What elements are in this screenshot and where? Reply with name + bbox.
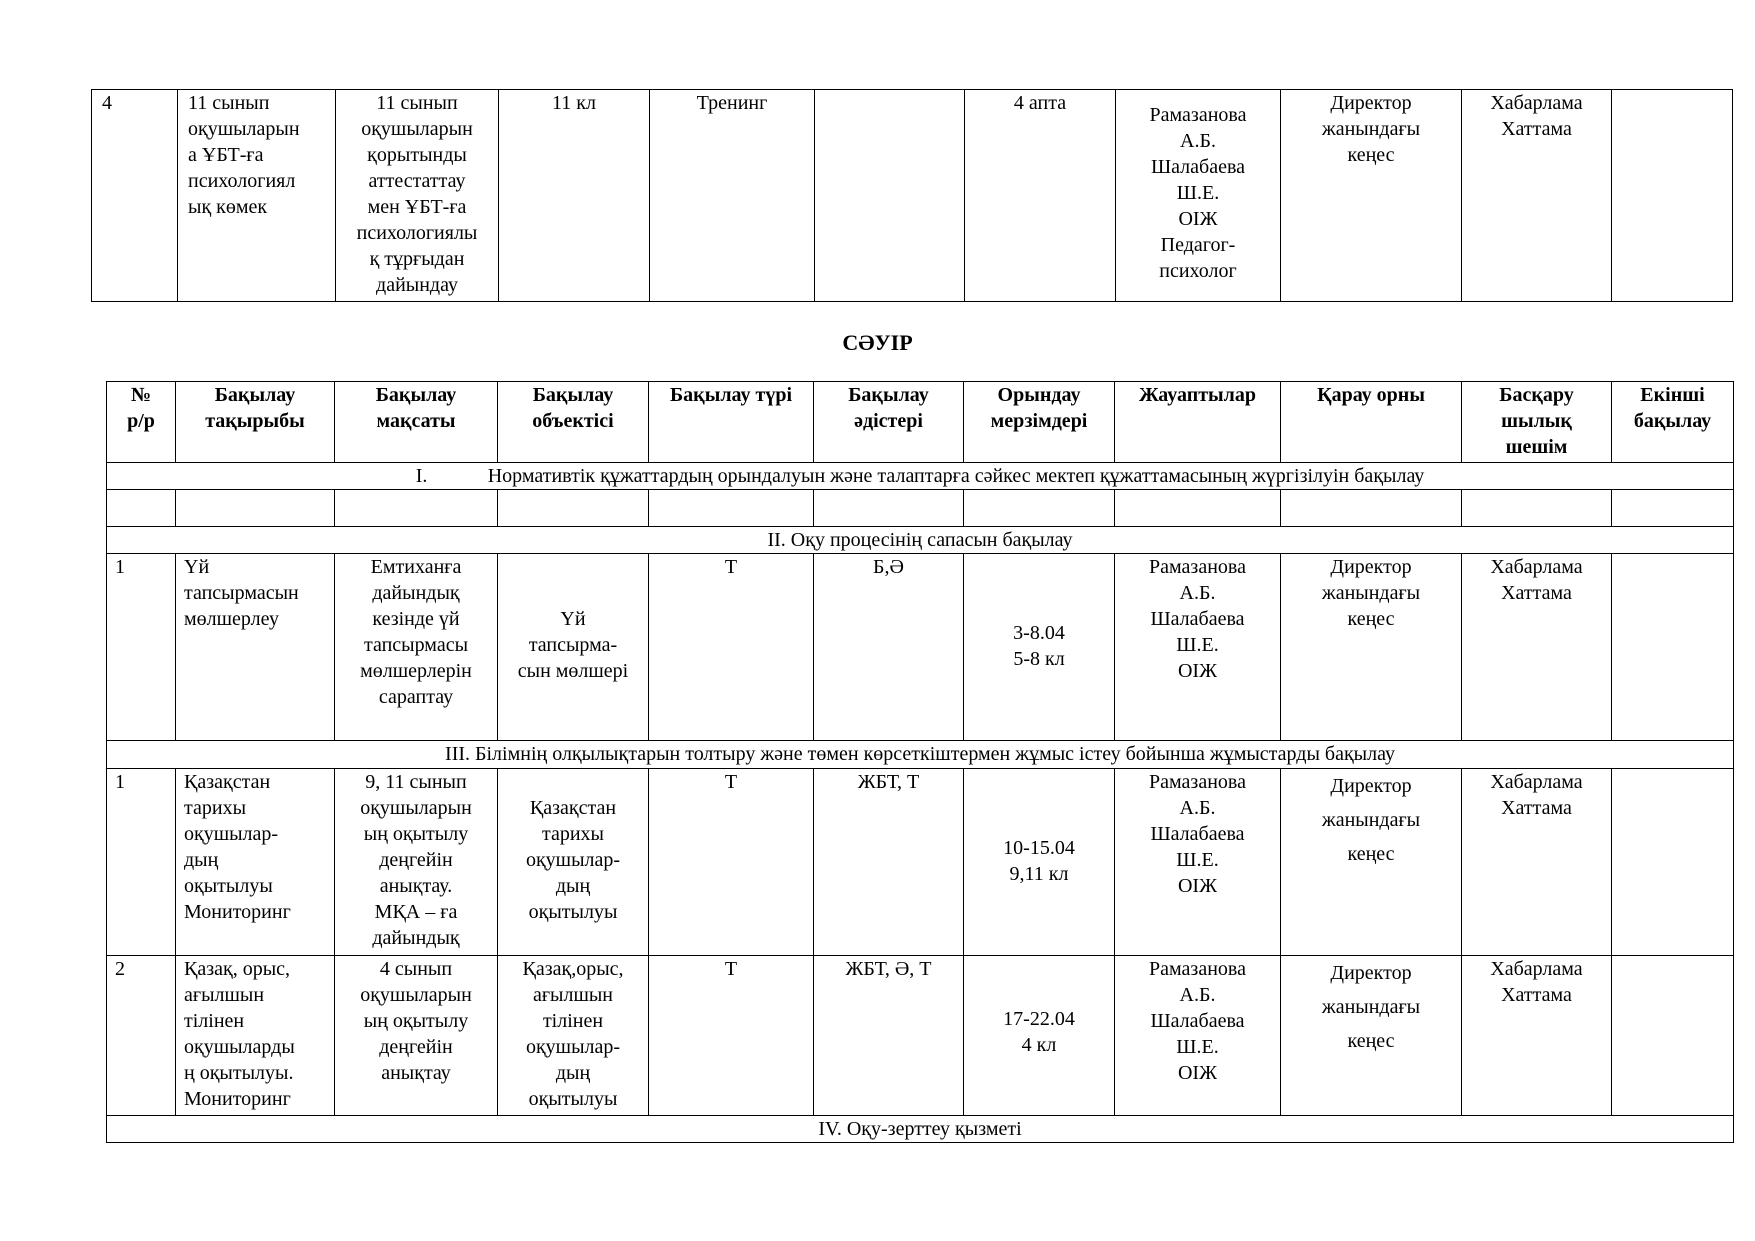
header-goal bbox=[335, 382, 498, 463]
text-line: Директор bbox=[1330, 962, 1412, 984]
text-line: Рамазанова bbox=[1149, 104, 1247, 126]
text-line: Рамазанова bbox=[1149, 958, 1246, 980]
second-control bbox=[1612, 90, 1733, 302]
empty-cell bbox=[176, 490, 335, 527]
review-place bbox=[1281, 769, 1462, 956]
text-line: оқытылуы bbox=[528, 901, 618, 923]
empty-cell bbox=[1115, 490, 1281, 527]
deadline bbox=[964, 956, 1115, 1116]
section-row bbox=[107, 527, 1734, 554]
text-line: психологиялы bbox=[356, 222, 478, 244]
text-line: аттестаттау bbox=[368, 170, 466, 192]
text-line: Мониторинг bbox=[184, 901, 291, 923]
text-line: Басқару bbox=[1499, 384, 1574, 406]
header-decision bbox=[1462, 382, 1612, 463]
text-line: Директор bbox=[1330, 556, 1412, 578]
text-line: № bbox=[130, 384, 152, 406]
review-place bbox=[1281, 956, 1462, 1116]
empty-row bbox=[107, 490, 1734, 527]
text-line: Рамазанова bbox=[1149, 771, 1246, 793]
row-number: 1 bbox=[107, 554, 176, 741]
text-line: р/р bbox=[127, 410, 155, 432]
control-goal bbox=[335, 769, 498, 956]
text-line: оқытылуы bbox=[528, 1088, 618, 1110]
text-line: Қазақ, орыс, bbox=[184, 958, 291, 980]
control-goal bbox=[335, 956, 498, 1116]
text-line: дайындық bbox=[372, 582, 460, 604]
text-line: оқушылар- bbox=[525, 849, 621, 871]
text-line: ың оқытылу bbox=[363, 1010, 469, 1032]
control-topic bbox=[176, 554, 335, 741]
text-line: кеңес bbox=[1347, 608, 1395, 630]
text-line: А.Б. bbox=[1179, 797, 1216, 819]
second-control bbox=[1612, 956, 1734, 1116]
control-type: Т bbox=[649, 769, 814, 956]
text-line: анықтау bbox=[381, 1062, 451, 1084]
text-line: Ш.Е. bbox=[1176, 182, 1220, 204]
text-line: оқушыларды bbox=[184, 1036, 295, 1058]
text-line: МҚА – ға bbox=[374, 901, 458, 923]
text-line: 11 сынып bbox=[188, 92, 270, 114]
text-line: Ш.Е. bbox=[1176, 634, 1219, 656]
empty-cell bbox=[1462, 490, 1612, 527]
text-line: Хабарлама bbox=[1490, 771, 1583, 793]
text-line: дайындау bbox=[376, 274, 458, 296]
row-number: 1 bbox=[107, 769, 176, 956]
text-line: 10-15.04 bbox=[1003, 837, 1075, 859]
text-line: Директор bbox=[1330, 775, 1412, 797]
table-row bbox=[92, 90, 1733, 302]
text-line: жанындағы bbox=[1321, 996, 1421, 1018]
text-line: Хаттама bbox=[1501, 582, 1572, 604]
header-object bbox=[498, 382, 649, 463]
text-line: ың оқытылу bbox=[363, 823, 469, 845]
text-line: Үй bbox=[184, 556, 210, 578]
text-line: Бақылау bbox=[375, 384, 457, 406]
section-title: Нормативтік құжаттардың орындалуын және талаптарға сәйкес мектеп құжаттамасының жүргізілуін бақылау bbox=[487, 465, 1425, 487]
text-line: оқушыларын bbox=[360, 797, 472, 819]
text-line: дайындық bbox=[372, 927, 460, 949]
text-line: А.Б. bbox=[1180, 130, 1216, 152]
text-line: Жауаптылар bbox=[1138, 384, 1257, 406]
text-line: Қазақстан bbox=[184, 771, 271, 793]
text-line: 9,11 кл bbox=[1009, 863, 1069, 885]
text-line: деңгейін bbox=[379, 849, 453, 871]
text-line: бақылау bbox=[1633, 410, 1712, 432]
deadline bbox=[964, 769, 1115, 956]
control-plan-table bbox=[106, 381, 1734, 1143]
text-line: Орындау bbox=[997, 384, 1081, 406]
text-line: 5-8 кл bbox=[1013, 648, 1065, 670]
row-number: 4 bbox=[92, 90, 178, 302]
responsible bbox=[1116, 90, 1281, 302]
text-line: Қарау орны bbox=[1317, 384, 1425, 406]
table-row bbox=[107, 554, 1734, 741]
text-line: Педагог- bbox=[1160, 234, 1236, 256]
text-line: оқушылар- bbox=[525, 1036, 621, 1058]
text-line: Шалабаева bbox=[1150, 608, 1245, 630]
text-line: ық көмек bbox=[188, 196, 268, 218]
text-line: мақсаты bbox=[376, 410, 456, 432]
second-control bbox=[1612, 554, 1734, 741]
header-topic bbox=[176, 382, 335, 463]
management-decision bbox=[1462, 554, 1612, 741]
text-line: ағылшын bbox=[532, 984, 614, 1006]
text-line: дың bbox=[555, 875, 591, 897]
empty-cell bbox=[649, 490, 814, 527]
text-line: Хабарлама bbox=[1490, 92, 1583, 114]
text-line: 4 кл bbox=[1021, 1034, 1057, 1056]
text-line: Шалабаева bbox=[1150, 156, 1246, 178]
text-line: оқушыларын bbox=[361, 118, 473, 140]
text-line: тарихы bbox=[184, 797, 247, 819]
text-line: объектісі bbox=[532, 410, 614, 432]
control-method: Б,Ә bbox=[814, 554, 964, 741]
control-topic bbox=[176, 956, 335, 1116]
text-line: Хаттама bbox=[1501, 984, 1572, 1006]
deadline bbox=[964, 554, 1115, 741]
text-line: тілінен bbox=[542, 1010, 604, 1032]
text-line: ОІЖ bbox=[1177, 660, 1218, 682]
header-row bbox=[107, 382, 1734, 463]
section-heading-3: ІІІ. Білімнің олқылықтарын толтыру және төмен көрсеткіштермен жұмыс істеу бойынша жұмыстарды бақылау bbox=[107, 741, 1734, 769]
text-line: сараптау bbox=[378, 686, 454, 708]
text-line: Емтиханға bbox=[370, 556, 462, 578]
header-type bbox=[649, 382, 814, 463]
control-goal bbox=[335, 554, 498, 741]
text-line: тілінен bbox=[184, 1010, 245, 1032]
header-deadline bbox=[964, 382, 1115, 463]
empty-cell bbox=[964, 490, 1115, 527]
text-line: А.Б. bbox=[1179, 984, 1216, 1006]
text-line: а ҰБТ-ға bbox=[188, 144, 264, 166]
control-type: Т bbox=[649, 956, 814, 1116]
control-goal bbox=[336, 90, 499, 302]
text-line: Ш.Е. bbox=[1176, 1036, 1219, 1058]
management-decision bbox=[1462, 769, 1612, 956]
text-line: Директор bbox=[1330, 92, 1412, 114]
text-line: Үй bbox=[560, 608, 586, 630]
section-heading-1 bbox=[107, 463, 1734, 490]
text-line: 11 сынып bbox=[376, 92, 458, 114]
control-topic bbox=[178, 90, 336, 302]
text-line: кезінде үй bbox=[372, 608, 460, 630]
text-line: Хабарлама bbox=[1490, 958, 1583, 980]
text-line: оқушыларын bbox=[188, 118, 300, 140]
header-second-control bbox=[1612, 382, 1734, 463]
text-line: дың bbox=[555, 1062, 591, 1084]
text-line: кеңес bbox=[1347, 843, 1395, 865]
text-line: Қазақ,орыс, bbox=[522, 958, 624, 980]
text-line: психологиял bbox=[188, 170, 296, 192]
header-method bbox=[814, 382, 964, 463]
text-line: мөлшерлерін bbox=[360, 660, 472, 682]
row-number: 2 bbox=[107, 956, 176, 1116]
text-line: тапсырмасы bbox=[363, 634, 469, 656]
text-line: тақырыбы bbox=[205, 410, 305, 432]
text-line: Хаттама bbox=[1501, 797, 1572, 819]
text-line: жанындағы bbox=[1321, 582, 1421, 604]
table-row bbox=[107, 769, 1734, 956]
text-line: Ш.Е. bbox=[1176, 849, 1219, 871]
text-line: ОІЖ bbox=[1178, 208, 1218, 230]
header-place bbox=[1281, 382, 1462, 463]
empty-cell bbox=[107, 490, 176, 527]
text-line: кеңес bbox=[1347, 1030, 1395, 1052]
section-heading-4: IV. Оқу-зерттеу қызметі bbox=[107, 1116, 1734, 1143]
text-line: Хаттама bbox=[1501, 118, 1572, 140]
empty-cell bbox=[335, 490, 498, 527]
text-line: 3-8.04 bbox=[1013, 622, 1065, 644]
text-line: оқушыларын bbox=[360, 984, 472, 1006]
text-line: 9, 11 сынып bbox=[365, 771, 467, 793]
text-line: Шалабаева bbox=[1150, 1010, 1245, 1032]
text-line: Хабарлама bbox=[1490, 556, 1583, 578]
section-heading-2: ІІ. Оқу процесінің сапасын бақылау bbox=[107, 527, 1734, 554]
empty-cell bbox=[814, 490, 964, 527]
text-line: әдістері bbox=[854, 410, 923, 432]
control-type: Т bbox=[649, 554, 814, 741]
text-line: Мониторинг bbox=[184, 1088, 291, 1110]
previous-plan-table bbox=[91, 89, 1733, 302]
control-type: Тренинг bbox=[650, 90, 815, 302]
text-line: Қазақстан bbox=[529, 797, 617, 819]
text-line: жанындағы bbox=[1321, 809, 1421, 831]
text-line: оқытылуы bbox=[184, 875, 273, 897]
text-line: Бақылау bbox=[214, 384, 296, 406]
text-line: қ тұрғыдан bbox=[369, 248, 465, 270]
control-object bbox=[498, 769, 649, 956]
control-object bbox=[498, 956, 649, 1116]
text-line: шылық bbox=[1501, 410, 1572, 432]
second-control bbox=[1612, 769, 1734, 956]
text-line: мен ҰБТ-ға bbox=[367, 196, 467, 218]
text-line: мерзімдері bbox=[990, 410, 1088, 432]
text-line: Бақылау bbox=[532, 384, 614, 406]
control-topic bbox=[176, 769, 335, 956]
responsible bbox=[1115, 554, 1281, 741]
text-line: ОІЖ bbox=[1177, 875, 1218, 897]
text-line: жанындағы bbox=[1321, 118, 1421, 140]
text-line: оқушылар- bbox=[184, 823, 279, 845]
text-line: Екінші bbox=[1640, 384, 1705, 406]
text-line: психолог bbox=[1159, 260, 1237, 282]
review-place bbox=[1281, 90, 1462, 302]
text-line: мөлшерлеу bbox=[184, 608, 280, 630]
text-line: шешім bbox=[1505, 436, 1568, 458]
text-line: анықтау. bbox=[379, 875, 453, 897]
section-row bbox=[107, 463, 1734, 490]
text-line: Шалабаева bbox=[1150, 823, 1245, 845]
table-row bbox=[107, 956, 1734, 1116]
review-place bbox=[1281, 554, 1462, 741]
text-line: кеңес bbox=[1347, 144, 1395, 166]
section-row bbox=[107, 741, 1734, 769]
empty-cell bbox=[1281, 490, 1462, 527]
text-line: ағылшын bbox=[184, 984, 265, 1006]
text-line: сын мөлшері bbox=[517, 660, 629, 682]
management-decision bbox=[1462, 90, 1612, 302]
header-number bbox=[107, 382, 176, 463]
control-object bbox=[498, 554, 649, 741]
text-line: тапсырма- bbox=[528, 634, 618, 656]
text-line: тарихы bbox=[541, 823, 604, 845]
month-title: СӘУІР bbox=[842, 330, 913, 355]
control-method: ЖБТ, Ә, Т bbox=[814, 956, 964, 1116]
management-decision bbox=[1462, 956, 1612, 1116]
empty-cell bbox=[1612, 490, 1734, 527]
control-method bbox=[815, 90, 965, 302]
responsible bbox=[1115, 769, 1281, 956]
text-line: ң оқытылуы. bbox=[184, 1062, 294, 1084]
text-line: Бақылау bbox=[848, 384, 929, 406]
text-line: Бақылау түрі bbox=[669, 384, 793, 406]
text-line: тапсырмасын bbox=[184, 582, 299, 604]
text-line: ОІЖ bbox=[1177, 1062, 1218, 1084]
section-row bbox=[107, 1116, 1734, 1143]
responsible bbox=[1115, 956, 1281, 1116]
header-responsible bbox=[1115, 382, 1281, 463]
text-line: дың bbox=[184, 849, 219, 871]
text-line: деңгейін bbox=[379, 1036, 453, 1058]
deadline: 4 апта bbox=[965, 90, 1116, 302]
text-line: А.Б. bbox=[1179, 582, 1216, 604]
control-object: 11 кл bbox=[499, 90, 650, 302]
text-line: 17-22.04 bbox=[1003, 1008, 1075, 1030]
control-method: ЖБТ, Т bbox=[814, 769, 964, 956]
text-line: 4 сынып bbox=[379, 958, 453, 980]
text-line: қорытынды bbox=[367, 144, 467, 166]
text-line: Рамазанова bbox=[1149, 556, 1246, 578]
empty-cell bbox=[498, 490, 649, 527]
section-number: I. bbox=[415, 465, 428, 487]
